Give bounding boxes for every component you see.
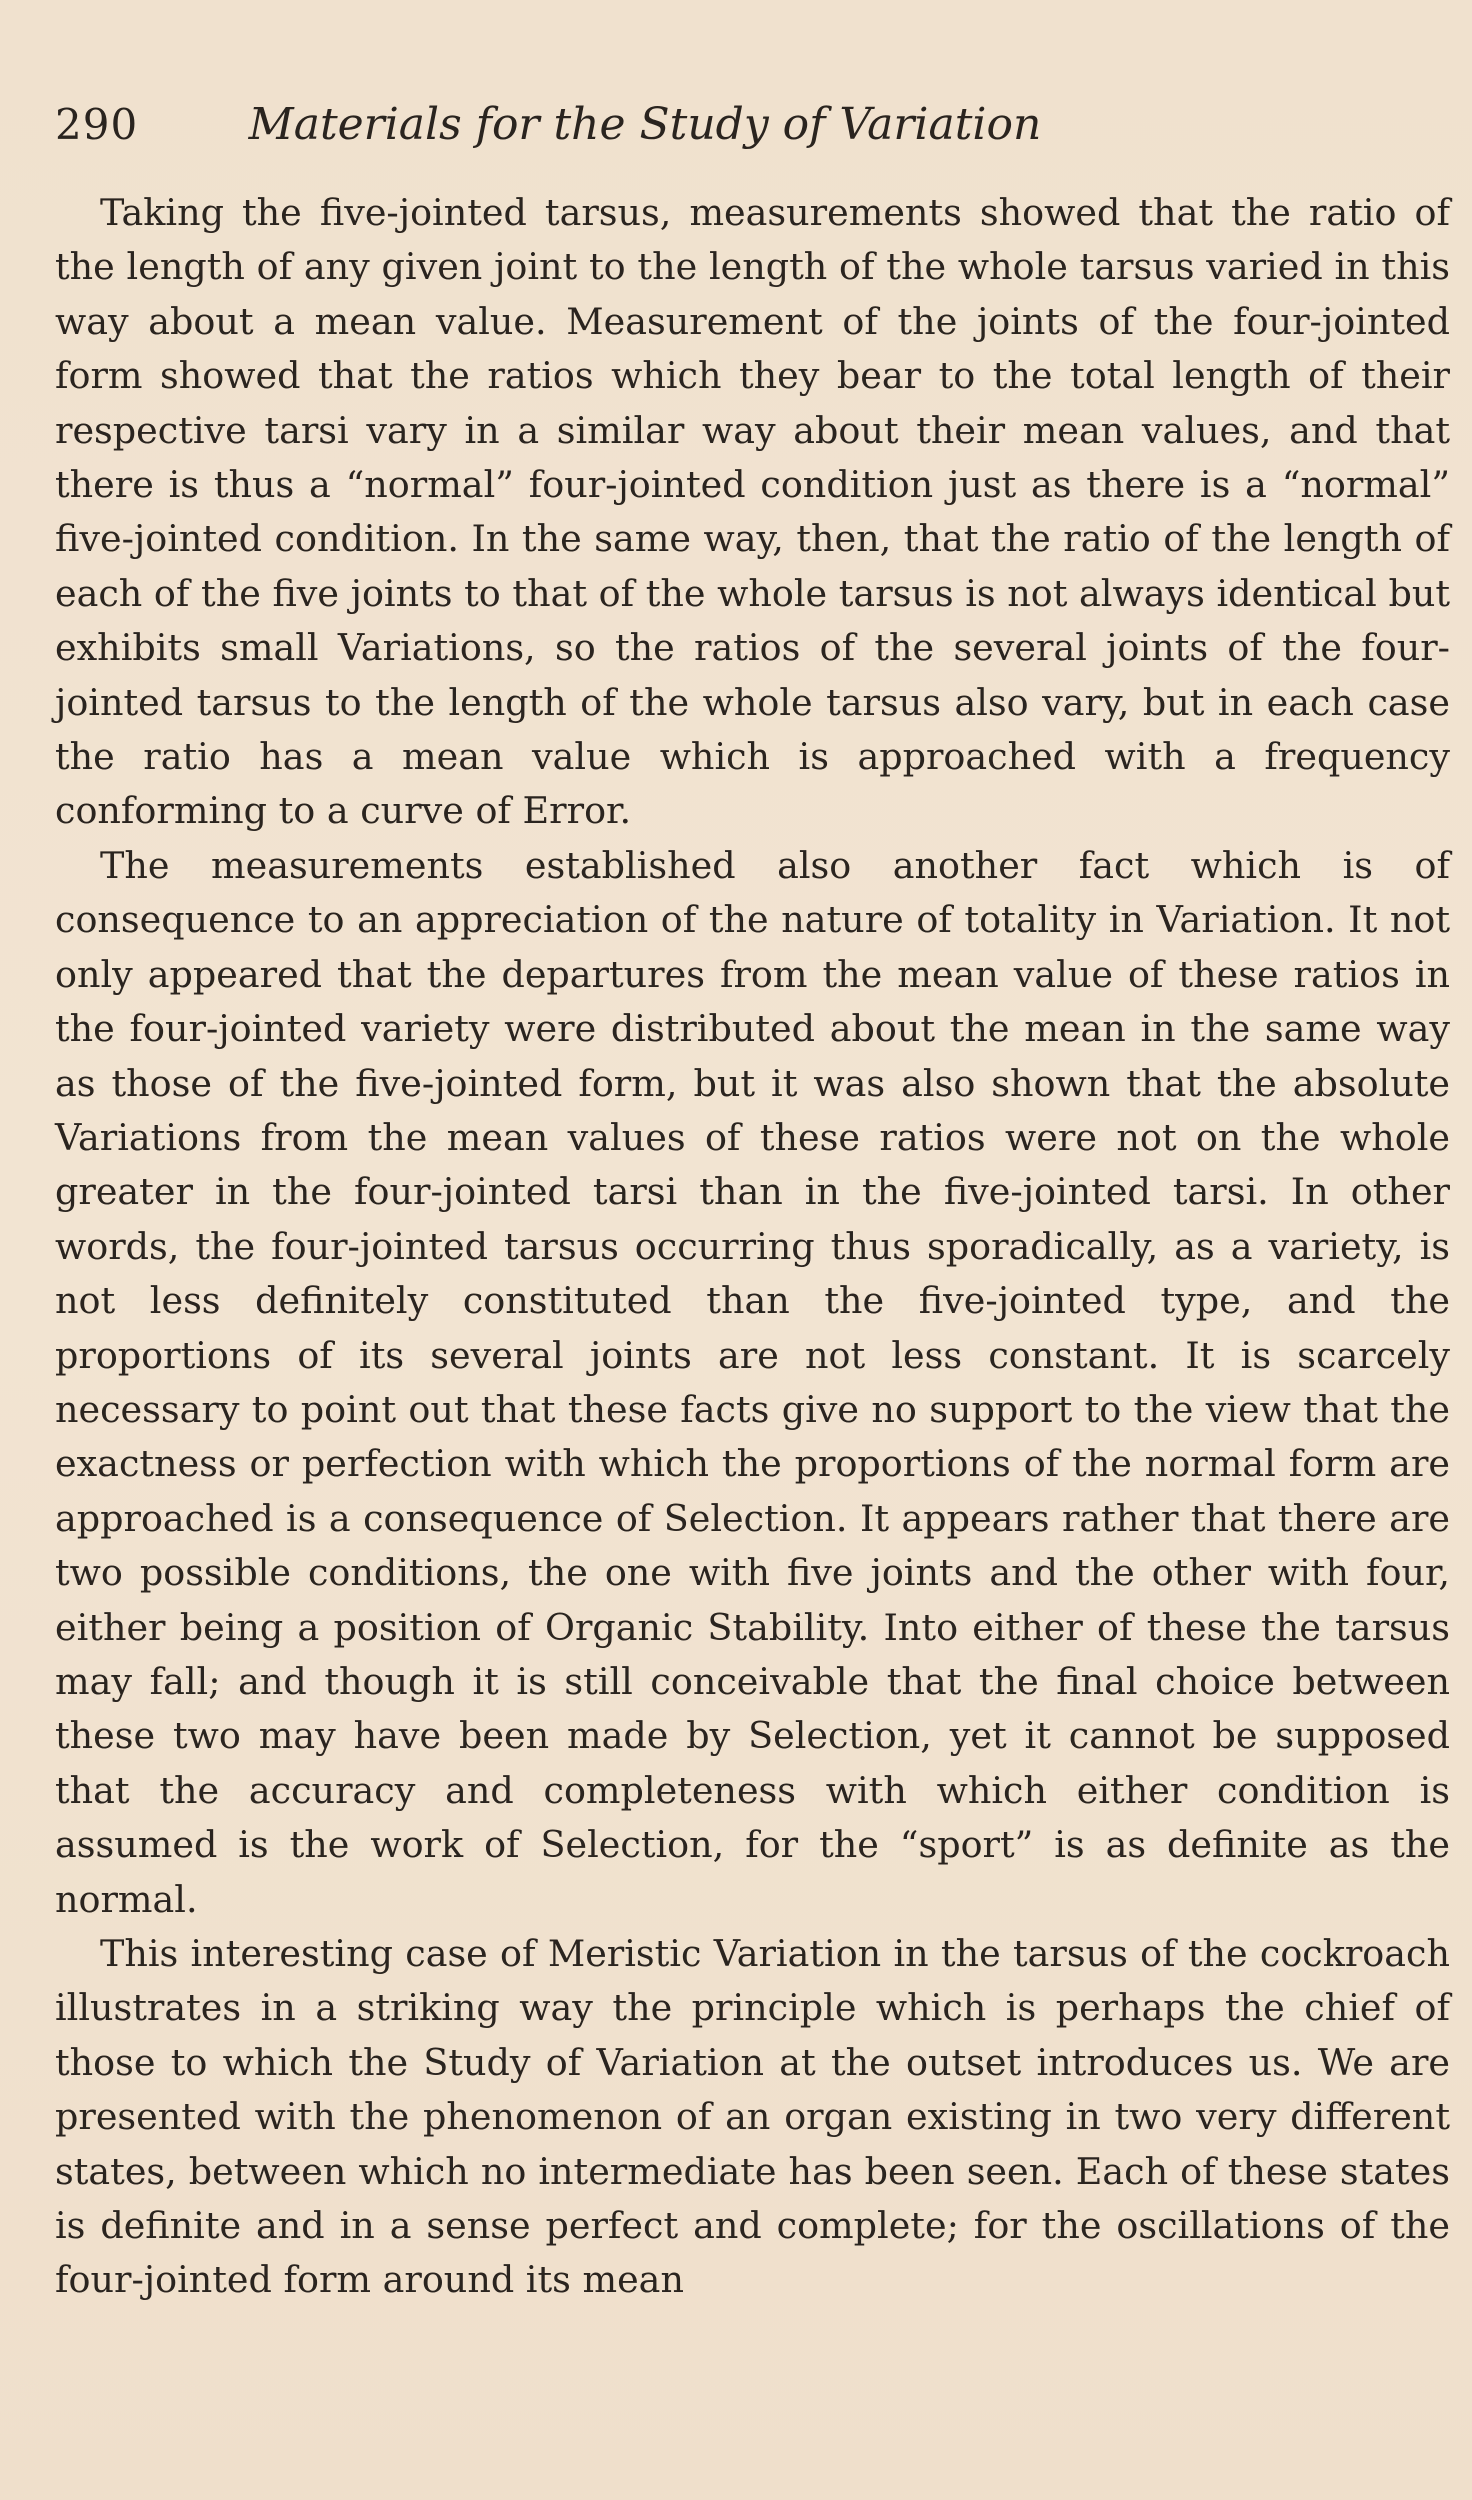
paragraph: This interesting case of Meristic Variation in the tarsus of the cockroach illustrates in a striking way the principle which is perhaps the chief of those to which the Study of Variation at the outset introduces us. We are presented with the phenomenon of an organ existing in two very different states, between which no intermediate has been seen. Each of these states is definite and in a sense perfect and complete; for the oscillations of the four-jointed form around its mean xyxy=(55,1932,1450,2302)
paragraph: The measurements established also another fact which is of consequence to an appreciation of the nature of totality in Variation. It not only appeared that the departures from the mean value of these ratios in the four-jointed variety were distributed about the mean in the same way as those of the five-jointed form, but it was also shown that the absolute Variations from the mean values of these ratios were not on the whole greater in the four-jointed tarsi than in the five-jointed tarsi. In other words, the four-jointed tarsus occurring thus sporadically, as a variety, is not less definitely constituted than the five-jointed type, and the proportions of its several joints are not less constant. It is scarcely necessary to point out that these facts give no support to the view that the exactness or perfection with which the proportions of the normal form are approached is a consequence of Selection. It appears rather that there are two possible conditions, the one with five joints and the other with four, either being a position of Organic Stability. Into either of these the tarsus may fall; and though it is still conceivable that the final choice between these two may have been made by Selection, yet it cannot be supposed that the accuracy and completeness with which either condition is assumed is the work of Selection, for the “sport” is as definite as the normal. xyxy=(55,843,1450,1921)
page-header xyxy=(55,95,1175,165)
running-title: Materials for the Study of Variation xyxy=(248,99,1042,150)
body-text xyxy=(55,186,1450,2308)
paragraph: Taking the five-jointed tarsus, measurements showed that the ratio of the length of any given joint to the length of the whole tarsus varied in this way about a mean value. Measurement of the joints of the four-jointed form showed that the ratios which they bear to the total length of their respective tarsi vary in a similar way about their mean values, and that there is thus a “normal” four-jointed condition just as there is a “normal” five-jointed condition. In the same way, then, that the ratio of the length of each of the five joints to that of the whole tarsus is not always identical but exhibits small Variations, so the ratios of the several joints of the four-jointed tarsus to the length of the whole tarsus also vary, but in each case the ratio has a mean value which is approached with a frequency conforming to a curve of Error. xyxy=(55,191,1450,833)
page-number: 290 xyxy=(55,100,139,149)
